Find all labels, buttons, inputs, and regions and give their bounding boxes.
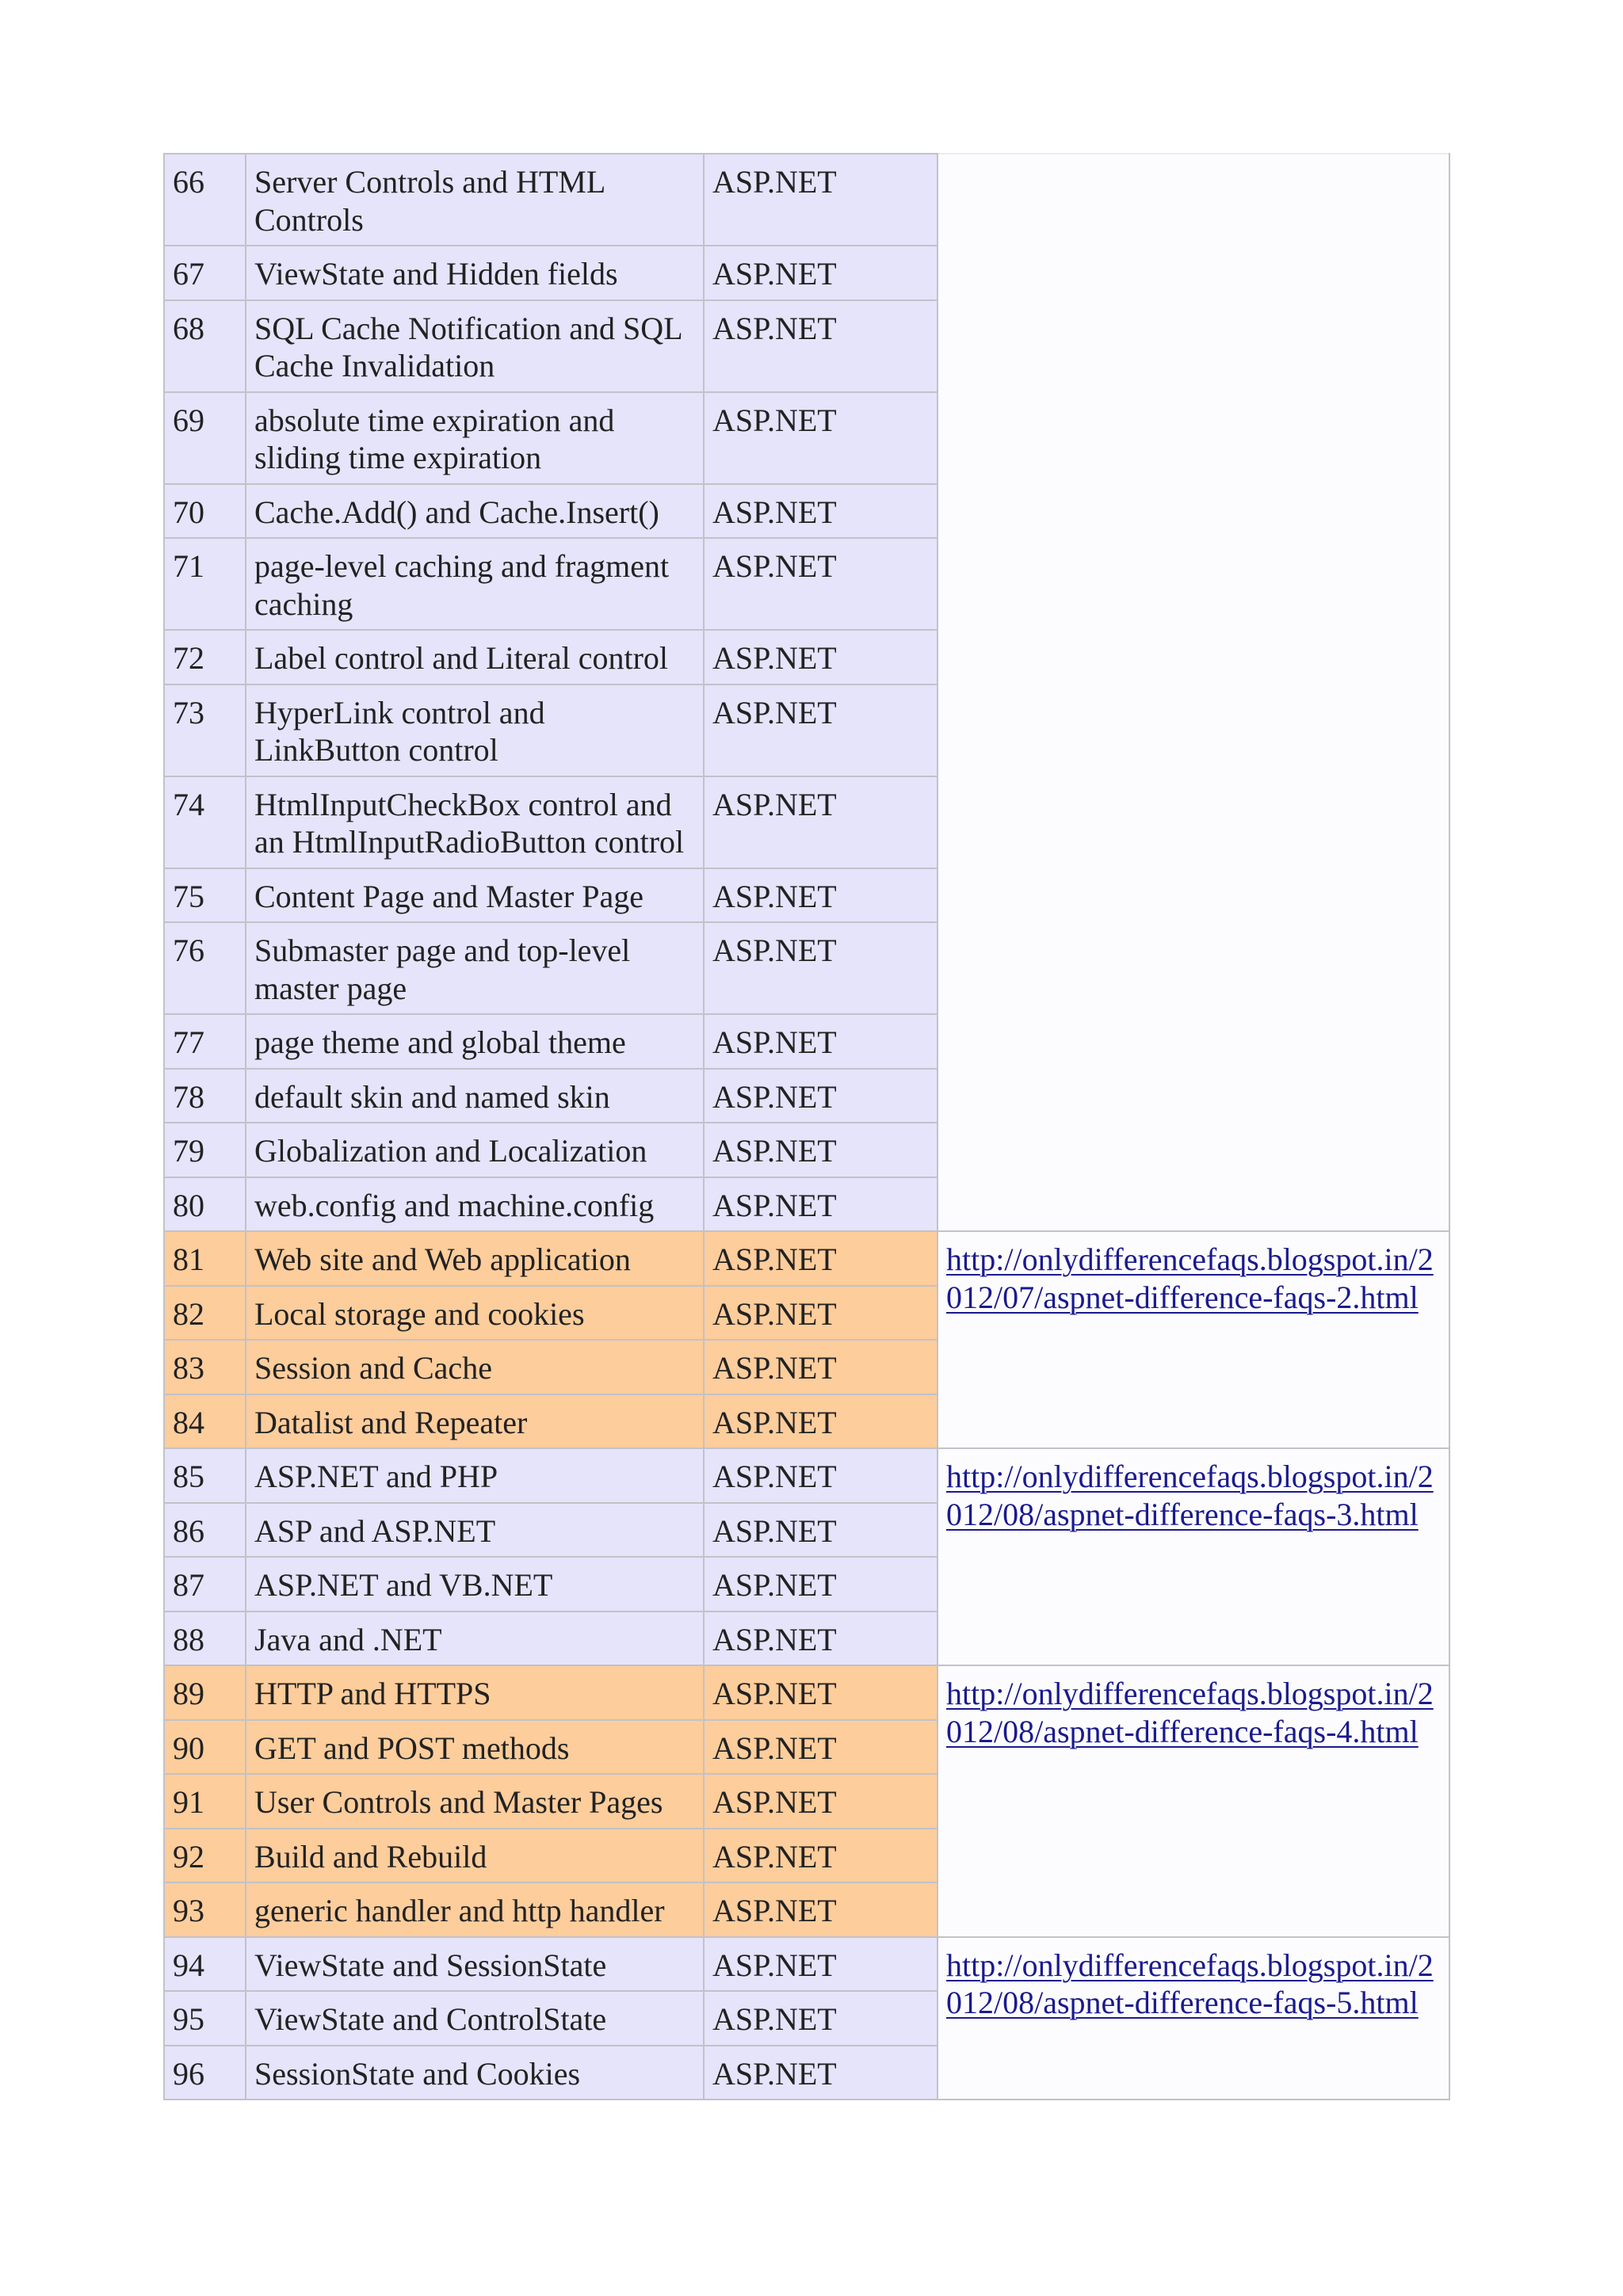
row-number: 85	[164, 1448, 246, 1503]
table-row	[164, 1448, 1449, 1503]
row-number: 67	[164, 246, 246, 300]
row-number: 69	[164, 392, 246, 484]
category-cell: ASP.NET	[704, 300, 938, 392]
category-cell: ASP.NET	[704, 246, 938, 300]
category-cell: ASP.NET	[704, 1014, 938, 1069]
topic-cell: absolute time expiration and sliding time expiration	[246, 392, 704, 484]
category-cell: ASP.NET	[704, 1829, 938, 1883]
row-number: 89	[164, 1665, 246, 1720]
category-cell: ASP.NET	[704, 154, 938, 246]
category-cell: ASP.NET	[704, 1069, 938, 1123]
topic-cell: Local storage and cookies	[246, 1286, 704, 1341]
topic-cell: Build and Rebuild	[246, 1829, 704, 1883]
faq-link[interactable]: http://onlydifferencefaqs.blogspot.in/2012/08/aspnet-difference-faqs-5.html	[946, 1947, 1434, 2020]
topic-cell: web.config and machine.config	[246, 1177, 704, 1232]
row-number: 93	[164, 1882, 246, 1937]
category-cell: ASP.NET	[704, 1448, 938, 1503]
category-cell: ASP.NET	[704, 1503, 938, 1558]
category-cell: ASP.NET	[704, 392, 938, 484]
category-cell: ASP.NET	[704, 1882, 938, 1937]
topic-cell: Session and Cache	[246, 1340, 704, 1394]
topic-cell: HTTP and HTTPS	[246, 1665, 704, 1720]
row-number: 94	[164, 1937, 246, 1992]
row-number: 76	[164, 922, 246, 1014]
row-number: 91	[164, 1774, 246, 1829]
topic-cell: generic handler and http handler	[246, 1882, 704, 1937]
row-number: 90	[164, 1720, 246, 1775]
category-cell: ASP.NET	[704, 1774, 938, 1829]
link-cell	[938, 1231, 1449, 1448]
topic-cell: Web site and Web application	[246, 1231, 704, 1286]
category-cell: ASP.NET	[704, 538, 938, 630]
topic-cell: page theme and global theme	[246, 1014, 704, 1069]
topic-cell: Label control and Literal control	[246, 630, 704, 685]
category-cell: ASP.NET	[704, 1394, 938, 1449]
category-cell: ASP.NET	[704, 630, 938, 685]
row-number: 70	[164, 484, 246, 539]
category-cell: ASP.NET	[704, 922, 938, 1014]
faq-link[interactable]: http://onlydifferencefaqs.blogspot.in/2012/07/aspnet-difference-faqs-2.html	[946, 1241, 1434, 1315]
topic-cell: SQL Cache Notification and SQL Cache Invalidation	[246, 300, 704, 392]
row-number: 96	[164, 2046, 246, 2100]
row-number: 73	[164, 685, 246, 776]
table-row	[164, 1231, 1449, 1286]
row-number: 72	[164, 630, 246, 685]
topic-cell: ASP.NET and PHP	[246, 1448, 704, 1503]
category-cell: ASP.NET	[704, 1720, 938, 1775]
topic-cell: ViewState and ControlState	[246, 1991, 704, 2046]
topic-cell: ViewState and Hidden fields	[246, 246, 704, 300]
category-cell: ASP.NET	[704, 1611, 938, 1666]
category-cell: ASP.NET	[704, 1177, 938, 1232]
topic-cell: Globalization and Localization	[246, 1123, 704, 1177]
category-cell: ASP.NET	[704, 776, 938, 868]
category-cell: ASP.NET	[704, 1991, 938, 2046]
category-cell: ASP.NET	[704, 1665, 938, 1720]
category-cell: ASP.NET	[704, 868, 938, 923]
topic-cell: HyperLink control and LinkButton control	[246, 685, 704, 776]
difference-faqs-table	[163, 153, 1450, 2100]
category-cell: ASP.NET	[704, 484, 938, 539]
topic-cell: Cache.Add() and Cache.Insert()	[246, 484, 704, 539]
row-number: 95	[164, 1991, 246, 2046]
row-number: 83	[164, 1340, 246, 1394]
table-row	[164, 1665, 1449, 1720]
row-number: 81	[164, 1231, 246, 1286]
table-body	[164, 154, 1449, 2100]
link-cell	[938, 1448, 1449, 1665]
category-cell: ASP.NET	[704, 2046, 938, 2100]
category-cell: ASP.NET	[704, 1340, 938, 1394]
table-row	[164, 154, 1449, 246]
row-number: 77	[164, 1014, 246, 1069]
category-cell: ASP.NET	[704, 1123, 938, 1177]
topic-cell: Submaster page and top-level master page	[246, 922, 704, 1014]
topic-cell: Content Page and Master Page	[246, 868, 704, 923]
topic-cell: User Controls and Master Pages	[246, 1774, 704, 1829]
row-number: 86	[164, 1503, 246, 1558]
row-number: 78	[164, 1069, 246, 1123]
row-number: 71	[164, 538, 246, 630]
link-cell	[938, 1665, 1449, 1937]
topic-cell: GET and POST methods	[246, 1720, 704, 1775]
faq-link[interactable]: http://onlydifferencefaqs.blogspot.in/2012/08/aspnet-difference-faqs-3.html	[946, 1459, 1434, 1532]
topic-cell: default skin and named skin	[246, 1069, 704, 1123]
row-number: 74	[164, 776, 246, 868]
row-number: 68	[164, 300, 246, 392]
topic-cell: SessionState and Cookies	[246, 2046, 704, 2100]
row-number: 84	[164, 1394, 246, 1449]
topic-cell: page-level caching and fragment caching	[246, 538, 704, 630]
row-number: 80	[164, 1177, 246, 1232]
category-cell: ASP.NET	[704, 685, 938, 776]
category-cell: ASP.NET	[704, 1286, 938, 1341]
topic-cell: Server Controls and HTML Controls	[246, 154, 704, 246]
link-cell	[938, 154, 1449, 1231]
table-row	[164, 1937, 1449, 1992]
row-number: 92	[164, 1829, 246, 1883]
category-cell: ASP.NET	[704, 1937, 938, 1992]
row-number: 79	[164, 1123, 246, 1177]
topic-cell: ASP and ASP.NET	[246, 1503, 704, 1558]
topic-cell: ASP.NET and VB.NET	[246, 1557, 704, 1611]
row-number: 75	[164, 868, 246, 923]
topic-cell: Java and .NET	[246, 1611, 704, 1666]
row-number: 66	[164, 154, 246, 246]
faq-link[interactable]: http://onlydifferencefaqs.blogspot.in/2012/08/aspnet-difference-faqs-4.html	[946, 1676, 1434, 1749]
row-number: 88	[164, 1611, 246, 1666]
topic-cell: HtmlInputCheckBox control and an HtmlInputRadioButton control	[246, 776, 704, 868]
category-cell: ASP.NET	[704, 1557, 938, 1611]
category-cell: ASP.NET	[704, 1231, 938, 1286]
link-cell	[938, 1937, 1449, 2100]
topic-cell: Datalist and Repeater	[246, 1394, 704, 1449]
topic-cell: ViewState and SessionState	[246, 1937, 704, 1992]
row-number: 82	[164, 1286, 246, 1341]
row-number: 87	[164, 1557, 246, 1611]
